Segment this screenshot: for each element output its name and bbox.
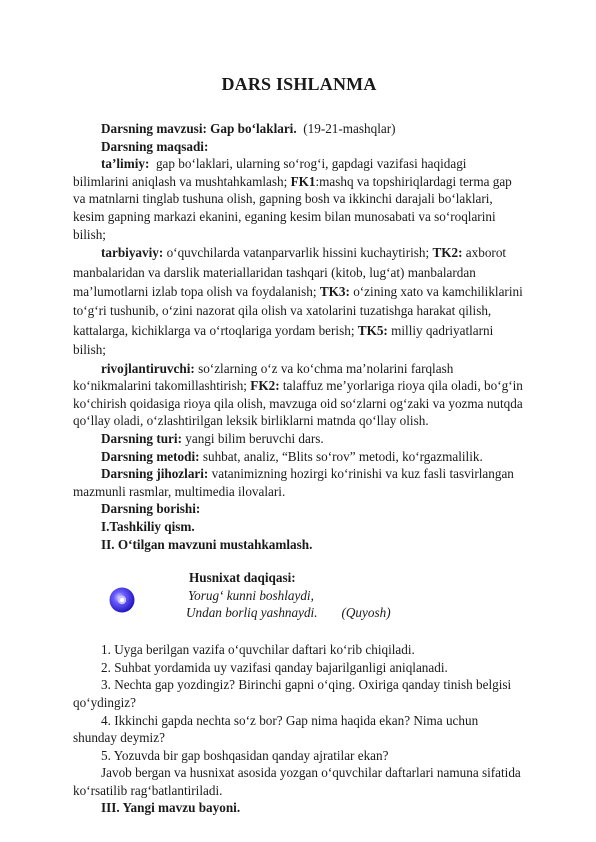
upbringing-text-4: milliy qadriyatlarni bilish;: [73, 322, 494, 358]
epigraph-title: Husnixat daqiqasi:: [189, 570, 296, 586]
step-2: 2. Suhbat yordamida uy vazifasi qanday bajarilganligi aniqlanadi.: [101, 659, 448, 675]
step-1: 1. Uyga berilgan vazifa o‘quvchilar daftari ko‘rib chiqiladi.: [101, 642, 415, 658]
educational-text-2: :mashq va topshiriqlardagi terma gap va matnlarni tinglab tushuna olish, gapning bosh va ikkinchi darajali bo‘laklari, kesim gapning markazi ekanini, eganing kesim bilan munosabati va so‘roqlarini bilish;: [73, 173, 512, 242]
developmental-text-2: talaffuz me’yorlariga rioya qila oladi, bo‘g‘in ko‘chirish qoidasiga rioya qila olish, mavzuga oid so‘zlarni og‘zaki va yozma nutqda qo‘llay oladi, o‘zlashtirilgan leksik birliklarni matnda qo‘llay olish.: [73, 378, 523, 429]
cd-disc-icon: [109, 587, 135, 613]
stage-3-label: III. Yangi mavzu bayoni.: [101, 800, 241, 816]
topic-note: (19-21-mashqlar): [303, 121, 396, 136]
stage-1: [73, 518, 525, 536]
upbringing-text-1: o‘quvchilarda vatanparvarlik hissini kuchaytirish;: [166, 245, 430, 261]
method-label: Darsning metodi:: [101, 448, 200, 464]
upbringing-text-2: axborot manbalaridan va darslik materiallaridan tashqari (kitob, lug‘at) manbalardan ma’lumotlarni izlab topa olish va foydalanish;: [73, 245, 507, 299]
epigraph-source: (Quyosh): [341, 605, 391, 621]
educational-goal: [73, 155, 525, 243]
document-body: [73, 120, 525, 817]
step-6: Javob bergan va husnixat asosida yozgan o‘quvchilar daftarlari namuna sifatida ko‘rsatilib rag‘batlantiriladi.: [73, 765, 521, 798]
goals-heading: [73, 138, 525, 156]
developmental-text-1: so‘zlarning o‘z va ko‘chma ma’nolarini farqlash ko‘nikmalarini takomillashtirish;: [73, 360, 454, 394]
stage-3: [73, 799, 525, 817]
step-4: 4. Ikkinchi gapda nechta so‘z bor? Gap nima haqida ekan? Nima uchun shunday deymiz?: [73, 712, 479, 746]
upbringing-label: tarbiyaviy:: [101, 245, 164, 261]
developmental-label: rivojlantiruvchi:: [101, 360, 195, 376]
document-title: DARS ISHLANMA: [221, 74, 377, 94]
epigraph-line-1: Yorug‘ kunni boshlaydi,: [188, 587, 314, 603]
upbringing-text-3: o‘zining xato va kamchiliklarini to‘g‘ri tushunib, o‘zini nazorat qila olish va xatolarini tuzatishga harakat qilish, kattalarga, kichiklarga va o‘rtoqlariga yordam berish;: [73, 283, 523, 338]
type-text: yangi bilim beruvchi dars.: [185, 430, 324, 446]
calligraphy-epigraph: [73, 569, 525, 641]
step-5: 5. Yozuvda bir gap boshqasidan qanday ajratilar ekan?: [101, 747, 389, 763]
equipment-label: Darsning jihozlari:: [101, 466, 209, 482]
stage-1-label: I.Tashkiliy qism.: [101, 518, 195, 534]
educational-label: ta’limiy:: [101, 156, 150, 172]
equipment-text: vatanimizning hozirgi ko‘rinishi va kuz fasli tasvirlangan mazmunli rasmlar, multimedia ilovalari.: [73, 466, 514, 499]
stage-2-label: II. O‘tilgan mavzuni mustahkamlash.: [101, 536, 313, 552]
course-heading: [73, 500, 525, 518]
tk5-label: TK5:: [357, 322, 388, 338]
fk2-label: FK2:: [250, 378, 280, 394]
step-3: 3. Nechta gap yozdingiz? Birinchi gapni o‘qing. Oxiriga qanday tinish belgisi qo‘ydingiz?: [73, 677, 512, 710]
type-label: Darsning turi:: [101, 430, 182, 446]
method-text: suhbat, analiz, “Blits so‘rov” metodi, ko‘rgazmalilik.: [202, 448, 483, 464]
lesson-method: [73, 448, 525, 466]
topic-label: Darsning mavzusi: Gap bo‘laklari.: [101, 121, 297, 136]
fk1-label: FK1: [290, 173, 316, 189]
epigraph-line-2: Undan borliq yashnaydi.: [186, 605, 318, 621]
course-label: Darsning borishi:: [101, 501, 201, 517]
developmental-goal: [73, 360, 525, 430]
lesson-type: [73, 430, 525, 448]
tk3-label: TK3:: [319, 283, 350, 299]
goals-label: Darsning maqsadi:: [101, 138, 209, 154]
epigraph-text: [186, 569, 391, 622]
educational-text-1: gap bo‘laklari, ularning so‘rog‘i, gapdagi vazifasi haqidagi bilimlarini aniqlash va mushtahkamlash;: [73, 156, 467, 189]
upbringing-goal: [73, 243, 525, 359]
lesson-equipment: [73, 465, 525, 500]
tk2-label: TK2:: [432, 245, 463, 261]
topic-line: [73, 120, 525, 138]
stage-2: [73, 536, 525, 554]
